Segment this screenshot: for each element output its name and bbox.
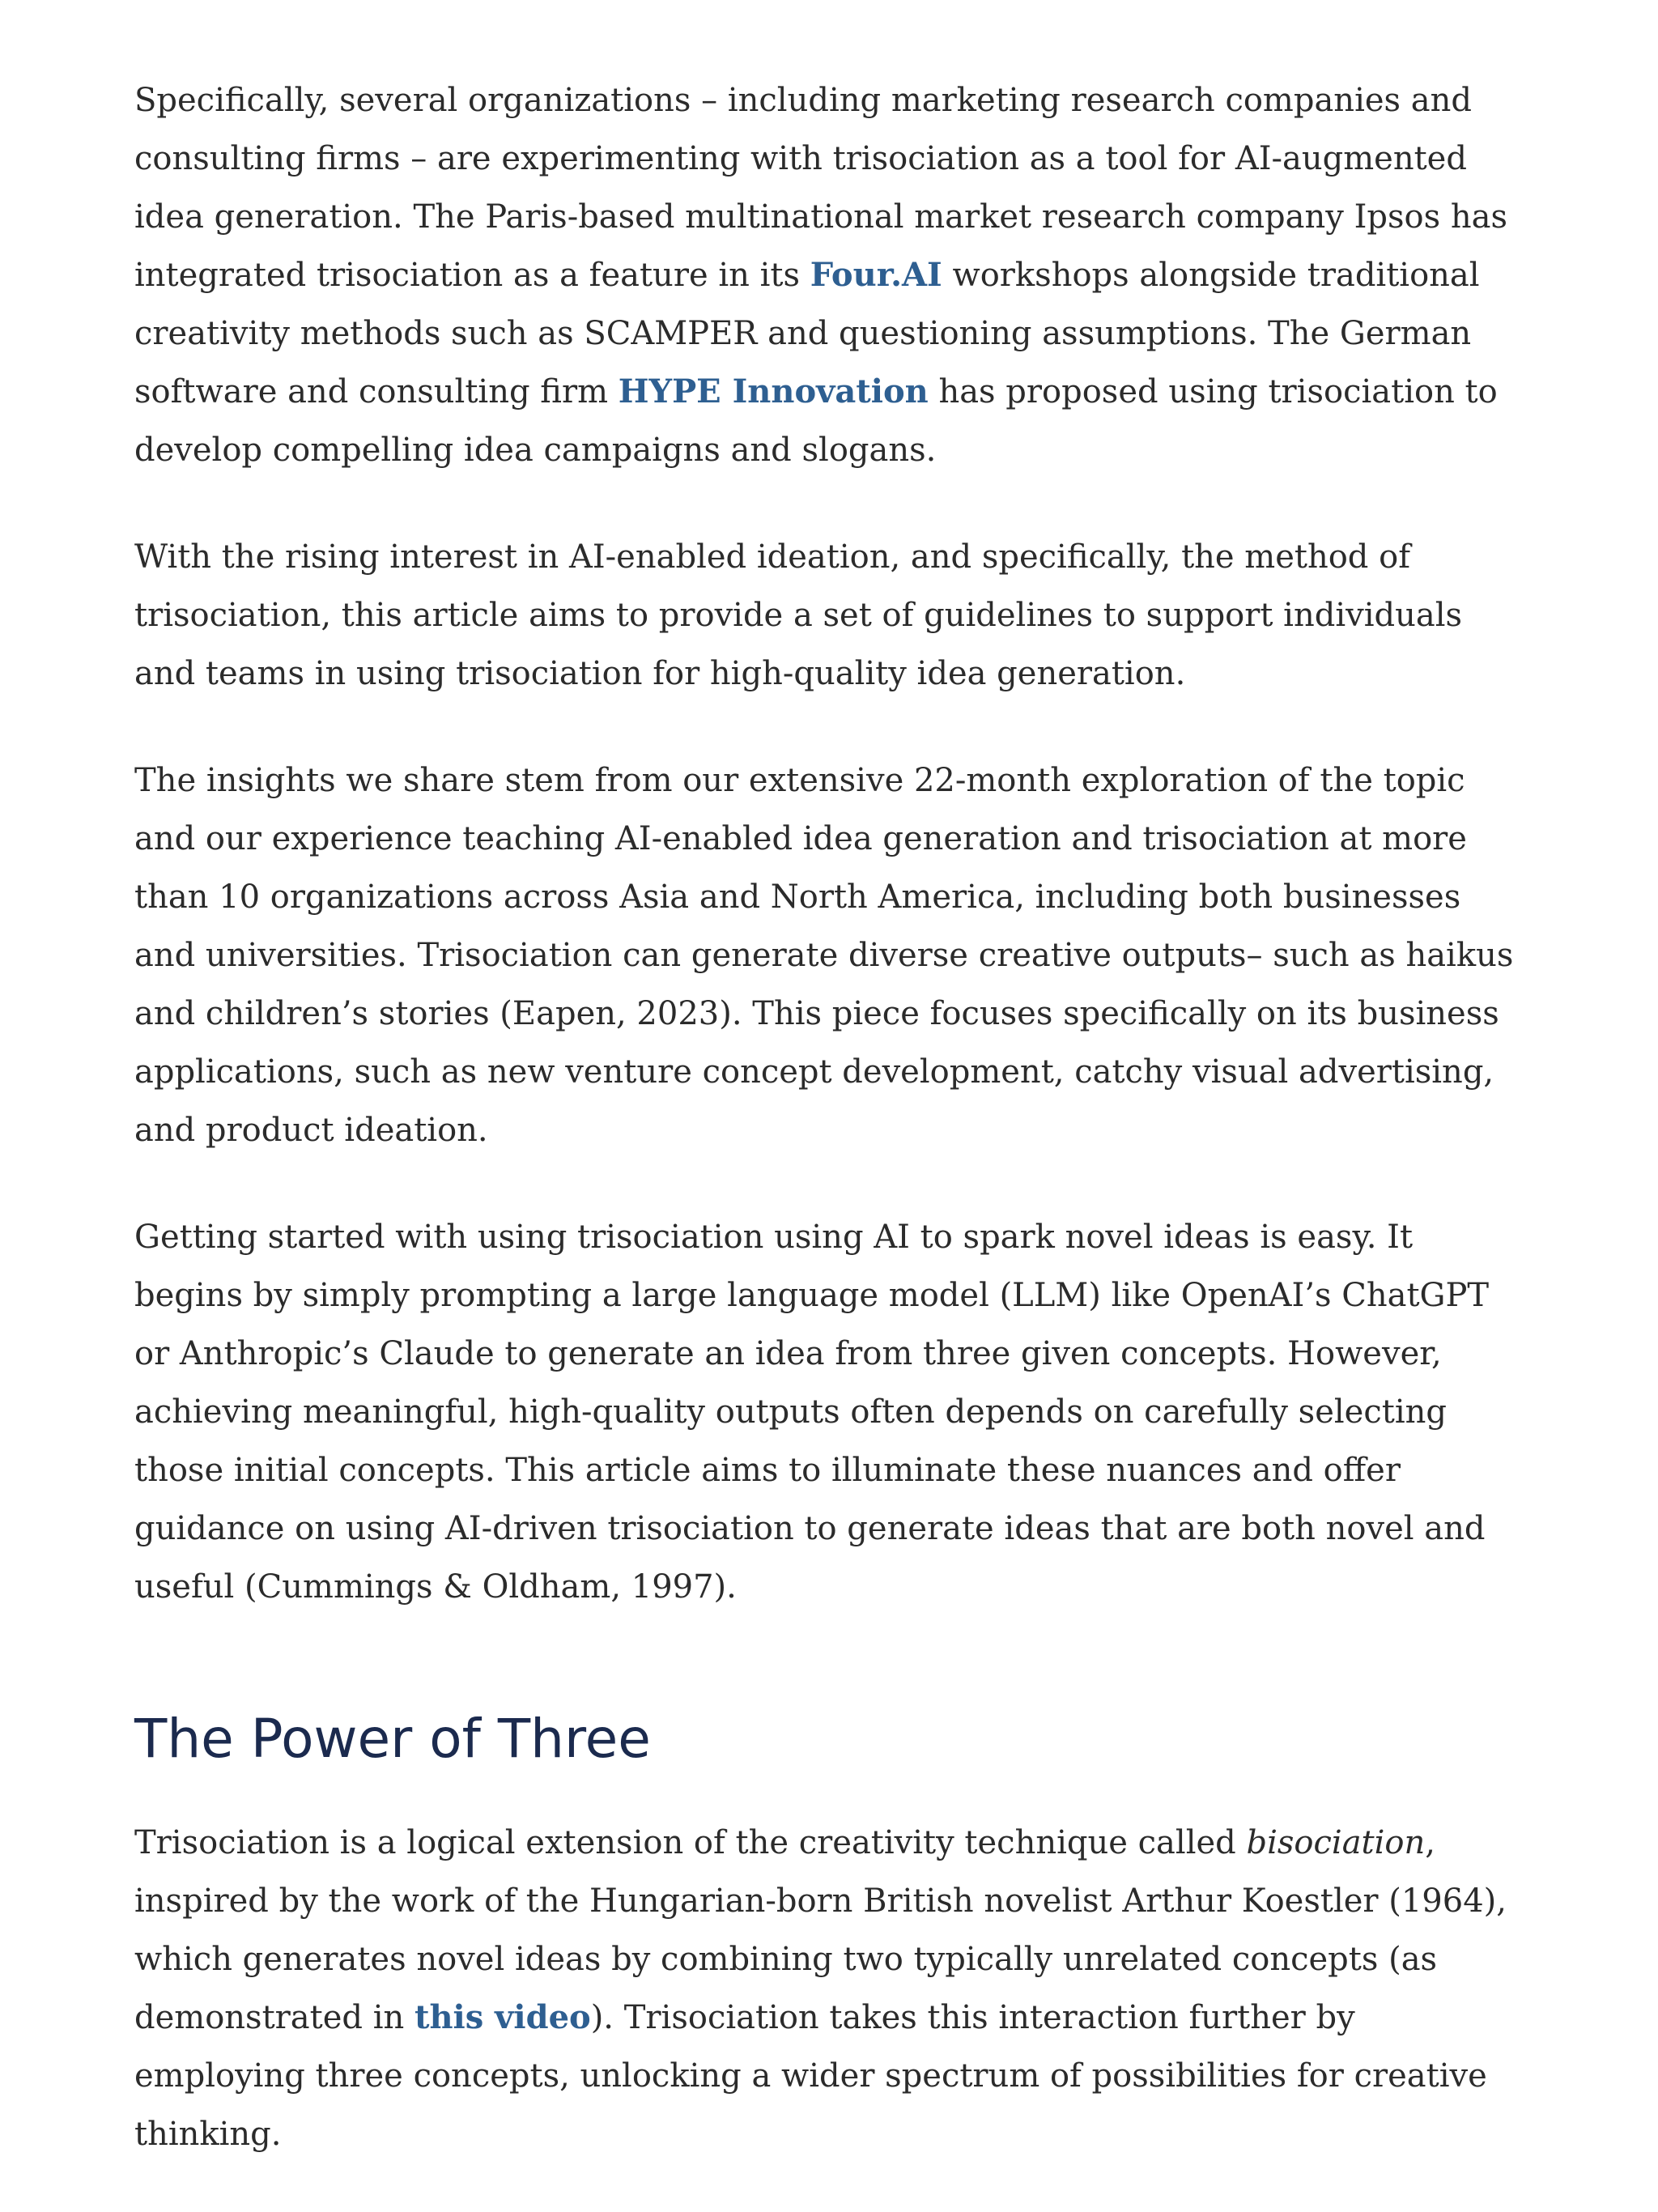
link-this-video[interactable]: this video	[414, 1998, 591, 2036]
paragraph-insights: The insights we share stem from our extensive 22-month exploration of the topic and our experience teaching AI-enabled idea generation and trisociation at more than 10 organizations across Asia and North America, including both businesses and universities. Trisociation can generate diverse creative outputs– such as haikus and children’s stories (Eapen, 2023). This piece focuses specifically on its business applications, such as new venture concept development, catchy visual advertising, and product ideation.	[134, 762, 1514, 1149]
link-four-ai[interactable]: Four.AI	[810, 256, 942, 294]
paragraph-text: , inspired by the work of the Hungarian-born British novelist Arthur Koestler (1964), which generates novel ideas by combining two typically unrelated concepts (as demonstrated in	[134, 1824, 1507, 2036]
paragraph-guidelines: With the rising interest in AI-enabled ideation, and specifically, the method of trisociation, this article aims to provide a set of guidelines to support individuals and teams in using trisociation for high-quality idea generation.	[134, 538, 1463, 692]
paragraph-bisociation	[134, 1814, 1519, 2163]
article-body	[134, 71, 1519, 2212]
paragraph-text: workshops alongside traditional creativity methods such as SCAMPER and questioning assumptions. The German software and consulting firm	[134, 257, 1480, 410]
paragraph-text: Specifically, several organizations – including marketing research companies and consulting firms – are experimenting with trisociation as a tool for AI-augmented idea generation. The Paris-based multinational market research company Ipsos has integrated trisociation as a feature in its	[134, 82, 1507, 294]
emphasis-bisociation: bisociation	[1246, 1824, 1426, 1861]
link-hype-innovation[interactable]: HYPE Innovation	[618, 372, 929, 410]
paragraph-text: Trisociation is a logical extension of the creativity technique called	[134, 1824, 1247, 1861]
section-heading: The Power of Three	[134, 1708, 651, 1770]
paragraph-getting-started: Getting started with using trisociation using AI to spark novel ideas is easy. It begins by simply prompting a large language model (LLM) like OpenAI’s ChatGPT or Anthropic’s Claude to generate an idea from three given concepts. However, achieving meaningful, high-quality outputs often depends on carefully selecting those initial concepts. This article aims to illuminate these nuances and offer guidance on using AI-driven trisociation to generate ideas that are both novel and useful (Cummings & Oldham, 1997).	[134, 1219, 1490, 1606]
paragraph-organizations	[134, 71, 1519, 479]
paragraph-text: ). Trisociation takes this interaction further by employing three concepts, unlocking a wider spectrum of possibilities for creative thinking.	[134, 1999, 1487, 2153]
paragraph-text: has proposed using trisociation to develop compelling idea campaigns and slogans.	[134, 373, 1498, 469]
